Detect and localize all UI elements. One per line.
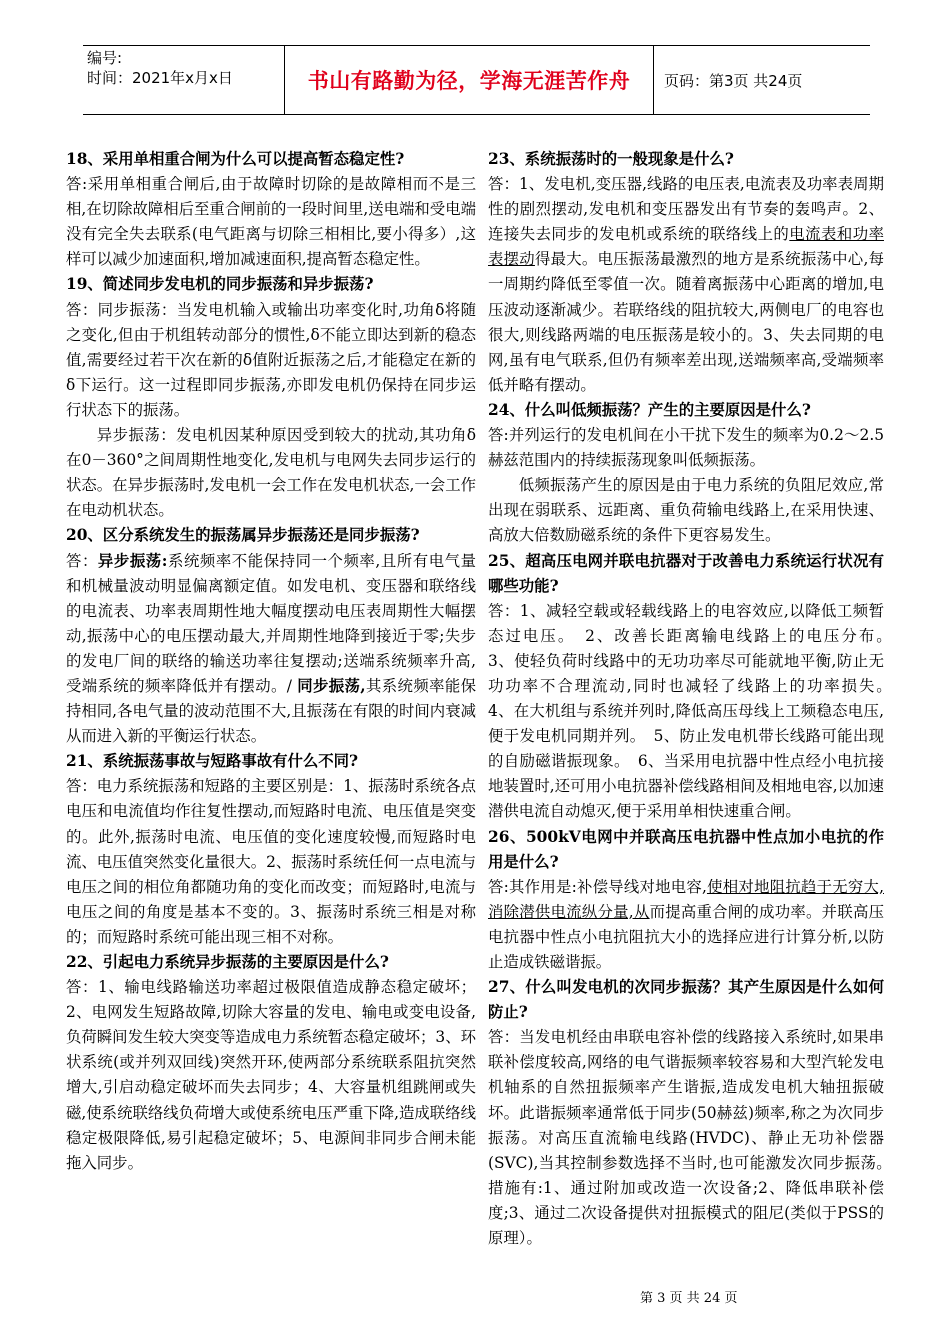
question-26: 26、500kV电网中并联高压电抗器中性点加小电抗的作用是什么? [488, 827, 884, 871]
question-27: 27、什么叫发电机的次同步振荡？其产生原因是什么如何防止? [488, 978, 884, 1022]
question-23: 23、系统振荡时的一般现象是什么? [488, 150, 734, 168]
answer-20 [66, 549, 476, 750]
header-time: 时间：2021年x月x日 [87, 69, 233, 87]
question-24: 24、什么叫低频振荡？产生的主要原因是什么? [488, 400, 811, 419]
page-header [83, 45, 870, 115]
header-number: 编号: [87, 49, 123, 67]
answer-24-part1: 答:并列运行的发电机间在小干扰下发生的频率为0.2～2.5赫兹范围内的持续振荡现象叫低频振荡。 [488, 426, 884, 470]
header-page-info: 页码：第3页 共24页 [664, 71, 803, 90]
answer-23-part2: 得最大。电压振荡最激烈的地方是系统振荡中心,每一周期约降低至零值一次。随着离振荡中心距离的增加,电压波动逐渐减少。若联络线的阻抗较大,两侧电厂的电容也很大,则线路两端的电压振荡是较小的。3、失去同期的电网,虽有电气联系,但仍有频率差出现,送端频率高,受端频率低并略有摆动。 [488, 250, 884, 394]
header-motto-cell [285, 46, 654, 114]
left-column [66, 147, 476, 1176]
answer-21: 答：电力系统振荡和短路的主要区别是：1、振荡时系统各点电压和电流值均作往复性摆动,而短路时电流、电压值是突变的。此外,振荡时电流、电压值的变化速度较慢,而短路时电流、电压值突然变化量很大。2、振荡时系统任何一点电流与电压之间的相位角都随功角的变化而改变；而短路时,电流与电压之间的角度是基本不变的。3、振荡时系统三相是对称的；而短路时系统可能出现三相不对称。 [66, 777, 476, 946]
answer-19-part2: 异步振荡：发电机因某种原因受到较大的扰动,其功角δ在0－360°之间周期性地变化,发电机与电网失去同步运行的状态。在异步振荡时,发电机一会工作在发电机状态,一会工作在电动机状态。 [66, 426, 476, 520]
footer-page-number: 第 3 页 共 24 页 [640, 1291, 738, 1306]
answer-26-part2: 而提高重合闸的成功率。并联高压电抗器中性点小电抗阻抗大小的选择应进行计算分析,以防止造成铁磁谐振。 [488, 902, 884, 971]
answer-26-part1: 答:其作用是:补偿导线对地电容, [488, 877, 707, 896]
question-25: 25、超高压电网并联电抗器对于改善电力系统运行状况有哪些功能? [488, 551, 884, 595]
answer-26 [488, 875, 884, 975]
answer-20-async-label: 异步振荡: [97, 551, 168, 570]
header-meta [83, 46, 285, 114]
question-18: 18、采用单相重合闸为什么可以提高暂态稳定性? [66, 150, 405, 168]
answer-19-part1: 答：同步振荡：当发电机输入或输出功率变化时,功角δ将随之变化,但由于机组转动部分的惯性,δ不能立即达到新的稳态值,需要经过若干次在新的δ值附近振荡之后,才能稳定在新的δ下运行。这一过程即同步振荡,亦即发电机仍保持在同步运行状态下的振荡。 [66, 300, 476, 419]
answer-20-prefix: 答： [66, 551, 98, 570]
answer-18: 答:采用单相重合闸后,由于故障时切除的是故障相而不是三相,在切除故障相后至重合闸前的一段时间里,送电端和受电端没有完全失去联系(电气距离与切除三相相比,要小得多）,这样可以减少加速面积,增加减速面积,提高暂态稳定性。 [66, 175, 476, 269]
answer-26-underlined: 使相对地阻抗趋于无穷大,消除潜供电流纵分量,从 [488, 877, 884, 921]
answer-27: 答：当发电机经由串联电容补偿的线路接入系统时,如果串联补偿度较高,网络的电气谐振频率较容易和大型汽轮发电机轴系的自然扭振频率产生谐振,造成发电机大轴扭振破坏。此谐振频率通常低于同步(50赫兹)频率,称之为次同步振荡。对高压直流输电线路(HVDC)、静止无功补偿器(SVC),当其控制参数选择不当时,也可能激发次同步振荡。 措施有:1、通过附加或改造一次设备;2、降低串联补偿度;3、通过二次设备提供对扭振模式的阻尼(类似于PSS的原理）。 [488, 1028, 915, 1248]
answer-23 [488, 172, 884, 398]
question-19: 19、简述同步发电机的同步振荡和异步振荡? [66, 275, 374, 294]
question-21: 21、系统振荡事故与短路事故有什么不同? [66, 752, 359, 771]
right-column [488, 147, 915, 1251]
answer-22: 答：1、输电线路输送功率超过极限值造成静态稳定破坏；2、电网发生短路故障,切除大容量的发电、输电或变电设备,负荷瞬间发生较大突变等造成电力系统暂态稳定破坏；3、环状系统(或并列双回线)突然开环,使两部分系统联系阻抗突然增大,引启动稳定破坏而失去同步；4、大容量机组跳闸或失磁,使系统联络线负荷增大或使系统电压严重下降,造成联络线稳定极限降低,易引起稳定破坏；5、电源间非同步合闸未能拖入同步。 [66, 978, 476, 1172]
answer-20-sync-label: 同步振荡, [297, 676, 366, 695]
answer-20-async-text: 系统频率不能保持同一个频率,且所有电气量和机械量波动明显偏离额定值。如发电机、变压器和联络线的电流表、功率表周期性地大幅度摆动电压表周期性大幅摆动,振荡中心的电压摆动最大,并周期性地降到接近于零;失步的发电厂间的联络的输送功率往复摆动;送端系统频率升高,受端系统的频率降低并有摆动。/ [66, 551, 476, 695]
answer-24-part2: 低频振荡产生的原因是由于电力系统的负阻尼效应,常出现在弱联系、远距离、重负荷输电线路上,在采用快速、高放大倍数励磁系统的条件下更容易发生。 [488, 476, 884, 545]
answer-23-underlined: 电流表和功率表摆动 [488, 225, 884, 269]
answer-20-sync-text: 其系统频率能保持相同,各电气量的波动范围不大,且振荡在有限的时间内衰减从而进入新的平衡运行状态。 [66, 676, 477, 746]
question-22: 22、引起电力系统异步振荡的主要原因是什么? [66, 953, 389, 971]
header-motto: 书山有路勤为径，学海无涯苦作舟 [307, 69, 631, 93]
answer-25: 答：1、减轻空载或轻载线路上的电容效应,以降低工频暂态过电压。 2、改善长距离输电线路上的电压分布。 3、使轻负荷时线路中的无功功率尽可能就地平衡,防止无功功率不合理流动,同时也减轻了线路上的功率损失。 4、在大机组与系统并列时,降低高压母线上工频稳态电压,便于发电机同期并列。 5、防止发电机带长线路可能出现的自励磁谐振现象。 6、当采用电抗器中性点经小电抗接地装置时,还可用小电抗器补偿线路相间及相地电容,以加速潜供电流自动熄灭,便于采用单相快速重合闸。 [488, 601, 915, 821]
question-20: 20、区分系统发生的振荡属异步振荡还是同步振荡? [66, 526, 420, 545]
answer-23-part1: 答：1、发电机,变压器,线路的电压表,电流表及功率表周期性的剧烈摆动,发电机和变压器发出有节奏的轰鸣声。2、连接失去同步的发电机或系统的联络线上的 [488, 175, 884, 244]
